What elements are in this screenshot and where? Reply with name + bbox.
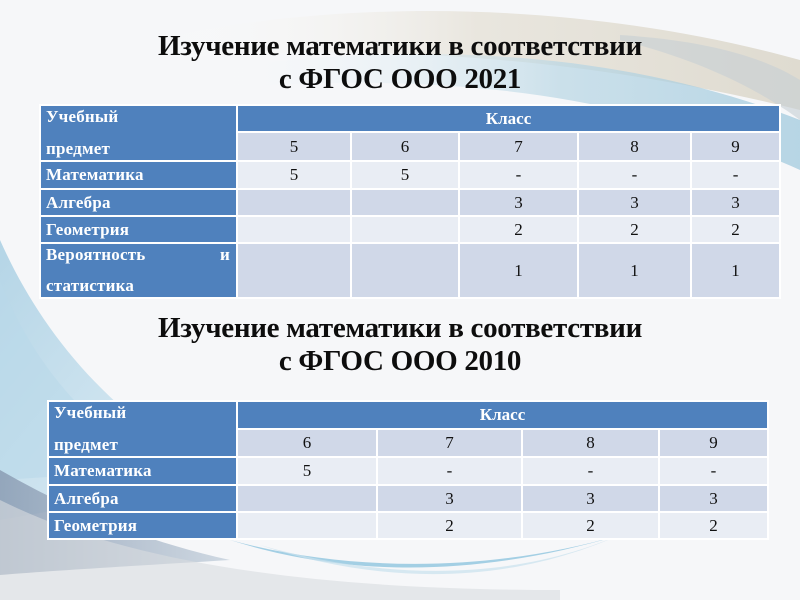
hours-cell: 1 <box>691 243 780 298</box>
grade-header: 6 <box>351 132 459 161</box>
table-row <box>40 189 780 216</box>
hours-cell: 5 <box>351 161 459 189</box>
hours-cell: 2 <box>522 512 659 539</box>
subject-column-header <box>48 401 237 457</box>
table-row <box>40 243 780 298</box>
section-2010-title-line2: с ФГОС ООО 2010 <box>278 345 522 377</box>
subject-header-line1: Учебный <box>46 107 119 126</box>
subject-cell: Геометрия <box>48 512 237 539</box>
hours-cell <box>237 189 351 216</box>
table-row <box>40 216 780 243</box>
table-row <box>40 161 780 189</box>
subject-header-line1: Учебный <box>54 403 127 422</box>
hours-cell: - <box>578 161 691 189</box>
hours-cell <box>237 512 377 539</box>
subject-cell-line1-word1: Вероятность <box>46 245 146 264</box>
hours-cell <box>237 243 351 298</box>
section-2021-title <box>0 30 800 96</box>
hours-cell: 3 <box>459 189 578 216</box>
subject-cell-line1-word2: и <box>220 245 230 264</box>
subject-cell: Математика <box>48 457 237 485</box>
table-row <box>48 457 768 485</box>
grade-header: 8 <box>522 429 659 457</box>
hours-cell: 3 <box>522 485 659 512</box>
hours-cell <box>351 243 459 298</box>
grade-header: 9 <box>691 132 780 161</box>
grade-header: 8 <box>578 132 691 161</box>
grade-header: 9 <box>659 429 768 457</box>
hours-cell: - <box>659 457 768 485</box>
hours-cell: 2 <box>377 512 522 539</box>
hours-cell <box>351 216 459 243</box>
class-column-header: Класс <box>237 401 768 429</box>
subject-cell: Математика <box>40 161 237 189</box>
hours-cell: - <box>691 161 780 189</box>
subject-cell: Геометрия <box>40 216 237 243</box>
hours-cell: 3 <box>659 485 768 512</box>
grade-header: 6 <box>237 429 377 457</box>
section-2021-title-line1: Изучение математики в соответствии <box>158 30 642 62</box>
hours-cell: 2 <box>578 216 691 243</box>
hours-cell: - <box>459 161 578 189</box>
hours-cell: 2 <box>691 216 780 243</box>
subject-cell <box>40 243 237 298</box>
hours-cell: 3 <box>691 189 780 216</box>
hours-cell: 3 <box>377 485 522 512</box>
fgos-2010-table <box>47 400 769 540</box>
subject-header-line2: предмет <box>46 139 111 158</box>
hours-cell: 1 <box>459 243 578 298</box>
grade-header: 7 <box>377 429 522 457</box>
hours-cell: - <box>522 457 659 485</box>
hours-cell: 2 <box>659 512 768 539</box>
grade-header: 5 <box>237 132 351 161</box>
table-row <box>48 485 768 512</box>
hours-cell <box>237 216 351 243</box>
hours-cell: 2 <box>459 216 578 243</box>
subject-cell: Алгебра <box>40 189 237 216</box>
class-column-header: Класс <box>237 105 780 132</box>
section-2021-title-line2: с ФГОС ООО 2021 <box>278 63 522 95</box>
fgos-2021-table <box>39 104 781 299</box>
hours-cell: 3 <box>578 189 691 216</box>
hours-cell: 1 <box>578 243 691 298</box>
hours-cell: 5 <box>237 457 377 485</box>
hours-cell: - <box>377 457 522 485</box>
subject-cell-line2: статистика <box>46 276 135 295</box>
hours-cell <box>237 485 377 512</box>
section-2010-title <box>0 312 800 378</box>
subject-cell: Алгебра <box>48 485 237 512</box>
section-2010-title-line1: Изучение математики в соответствии <box>158 312 642 344</box>
subject-column-header <box>40 105 237 161</box>
hours-cell: 5 <box>237 161 351 189</box>
grade-header: 7 <box>459 132 578 161</box>
subject-header-line2: предмет <box>54 435 119 454</box>
table-row <box>48 512 768 539</box>
hours-cell <box>351 189 459 216</box>
